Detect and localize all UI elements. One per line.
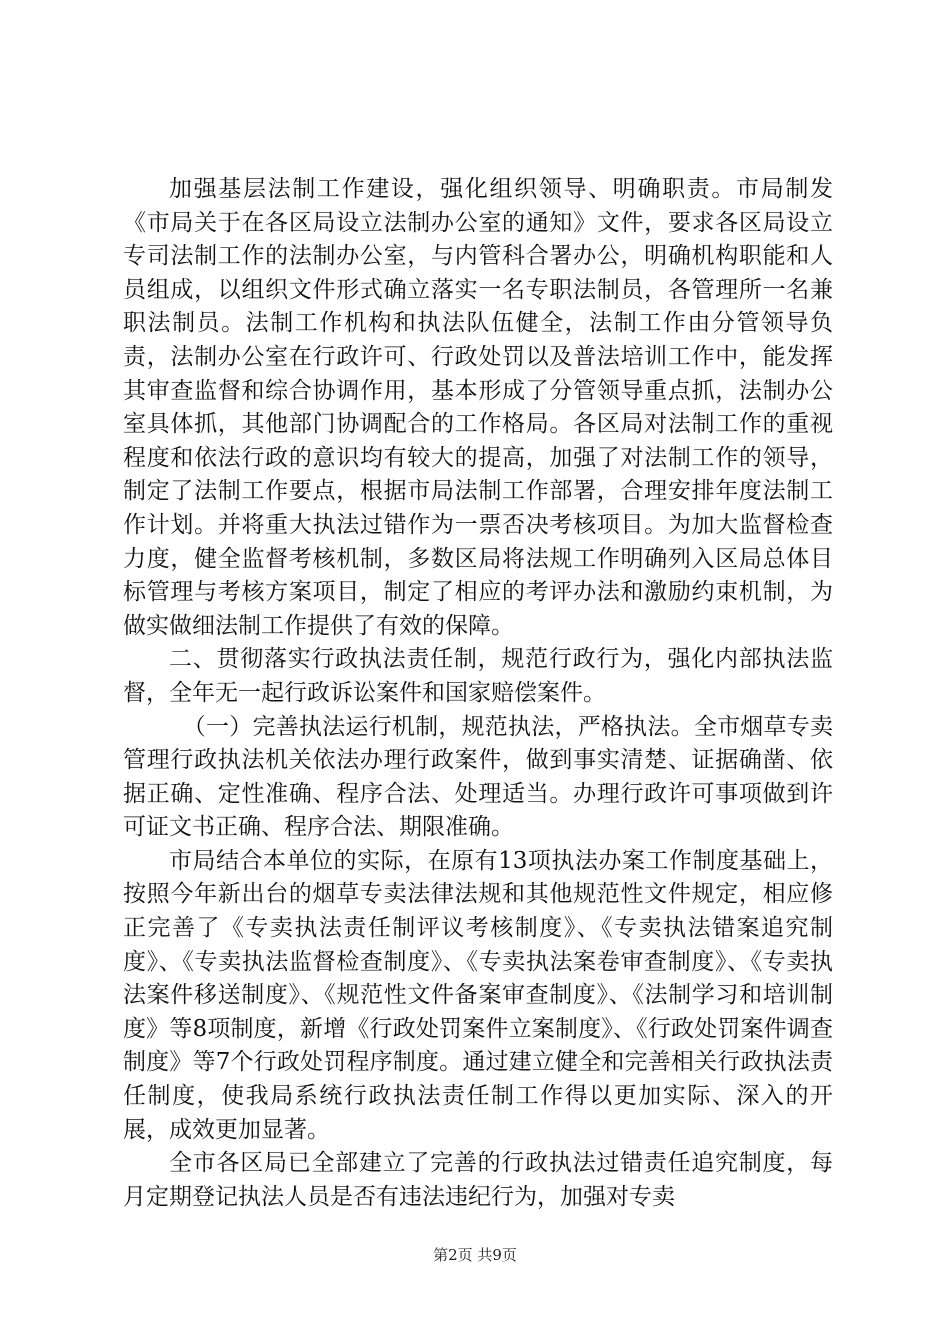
page-footer: 第2页 共9页 [433,1246,517,1264]
paragraph-subsection-one: （一）完善执法运行机制，规范执法，严格执法。全市烟草专卖管理行政执法机关依法办理行政案件，做到事实清楚、证据确凿、依据正确、定性准确、程序合法、处理适当。办理行政许可事项做到许可证文书正确、程序合法、期限准确。 [123,713,833,841]
document-body [123,173,833,1214]
paragraph-accountability: 全市各区局已全部建立了完善的行政执法过错责任追究制度，每月定期登记执法人员是否有违法违纪行为，加强对专卖 [123,1150,833,1210]
paragraph-legal-construction: 加强基层法制工作建设，强化组织领导、明确职责。市局制发《市局关于在各区局设立法制办公室的通知》文件，要求各区局设立专司法制工作的法制办公室，与内管科合署办公，明确机构职能和人员组成，以组织文件形式确立落实一名专职法制员，各管理所一名兼职法制员。法制工作机构和执法队伍健全，法制工作由分管领导负责，法制办公室在行政许可、行政处罚以及普法培训工作中，能发挥其审查监督和综合协调作用，基本形成了分管领导重点抓，法制办公室具体抓，其他部门协调配合的工作格局。各区局对法制工作的重视程度和依法行政的意识均有较大的提高，加强了对法制工作的领导，制定了法制工作要点，根据市局法制工作部署，合理安排年度法制工作计划。并将重大执法过错作为一票否决考核项目。为加大监督检查力度，健全监督考核机制，多数区局将法规工作明确列入区局总体目标管理与考核方案项目，制定了相应的考评办法和激励约束机制，为做实做细法制工作提供了有效的保障。 [123,176,833,639]
paragraph-section-two-heading: 二、贯彻落实行政执法责任制，规范行政行为，强化内部执法监督，全年无一起行政诉讼案件和国家赔偿案件。 [123,646,833,706]
paragraph-rules-revision: 市局结合本单位的实际，在原有13项执法办案工作制度基础上，按照今年新出台的烟草专卖法律法规和其他规范性文件规定，相应修正完善了《专卖执法责任制评议考核制度》、《专卖执法错案追究制度》、《专卖执法监督检查制度》、《专卖执法案卷审查制度》、《专卖执法案件移送制度》、《规范性文件备案审查制度》、《法制学习和培训制度》等8项制度，新增《行政处罚案件立案制度》、《行政处罚案件调查制度》等7个行政处罚程序制度。通过建立健全和完善相关行政执法责任制度，使我局系统行政执法责任制工作得以更加实际、深入的开展，成效更加显著。 [123,847,833,1143]
